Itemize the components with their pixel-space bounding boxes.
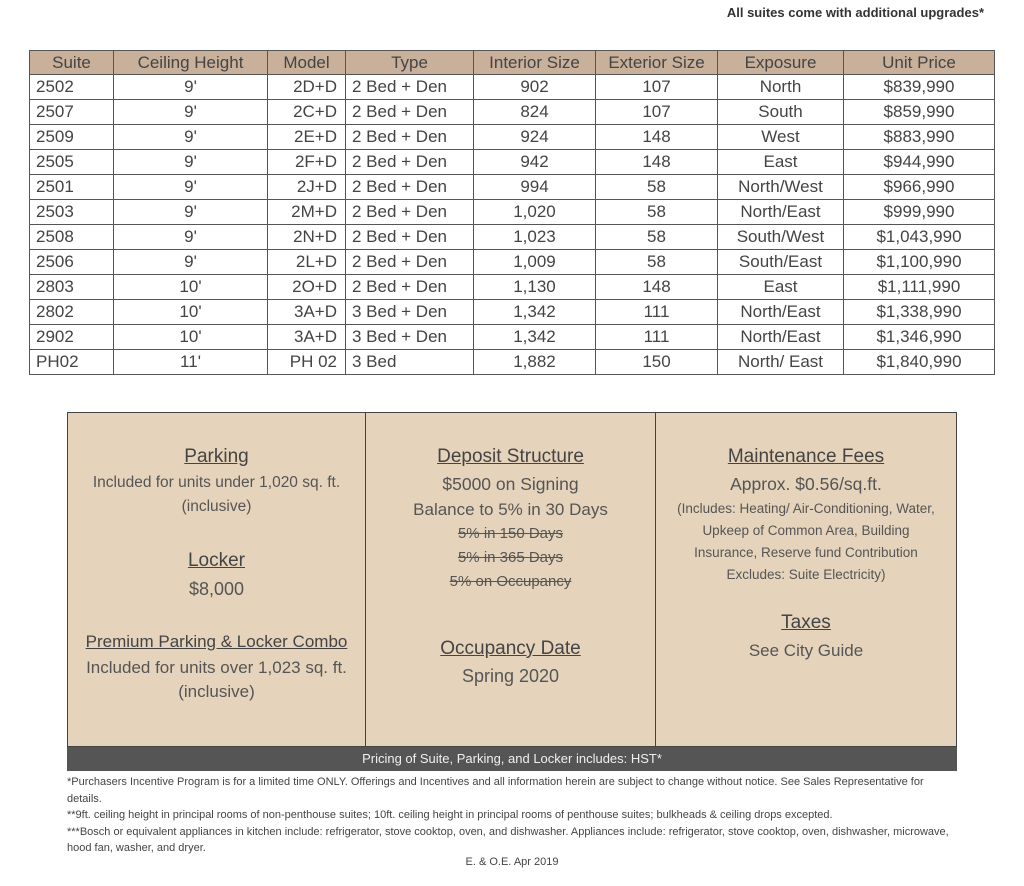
- cell-exposure: West: [718, 125, 844, 150]
- cell-suite: 2503: [30, 200, 114, 225]
- cell-exterior-size: 111: [596, 325, 718, 350]
- cell-suite: 2502: [30, 75, 114, 100]
- cell-unit-price: $1,338,990: [844, 300, 995, 325]
- deposit-line-2: Balance to 5% in 30 Days: [413, 500, 608, 519]
- cell-model: 2D+D: [268, 75, 346, 100]
- cell-exposure: South/East: [718, 250, 844, 275]
- maintenance-detail-3: Insurance, Reserve fund Contribution: [694, 545, 918, 560]
- header-interior-size: Interior Size: [474, 51, 596, 75]
- maintenance-column: [656, 413, 956, 748]
- cell-unit-price: $944,990: [844, 150, 995, 175]
- cell-suite: 2508: [30, 225, 114, 250]
- eoe-note: E. & O.E. Apr 2019: [465, 856, 559, 868]
- cell-model: PH 02: [268, 350, 346, 375]
- cell-type: 3 Bed + Den: [346, 325, 474, 350]
- cell-exposure: East: [718, 150, 844, 175]
- cell-interior-size: 924: [474, 125, 596, 150]
- cell-interior-size: 1,342: [474, 300, 596, 325]
- header-model: Model: [268, 51, 346, 75]
- cell-ceiling-height: 9': [114, 125, 268, 150]
- cell-unit-price: $1,043,990: [844, 225, 995, 250]
- cell-unit-price: $1,840,990: [844, 350, 995, 375]
- cell-exterior-size: 58: [596, 225, 718, 250]
- maintenance-detail-2: Upkeep of Common Area, Building: [702, 523, 910, 538]
- table-row: [30, 175, 995, 200]
- cell-interior-size: 1,009: [474, 250, 596, 275]
- pricing-table: [29, 50, 995, 375]
- cell-model: 2E+D: [268, 125, 346, 150]
- deposit-struck-2: 5% in 365 Days: [457, 549, 564, 566]
- pricing-table-body: [30, 75, 995, 375]
- cell-ceiling-height: 11': [114, 350, 268, 375]
- upgrades-note: All suites come with additional upgrades*: [726, 5, 984, 20]
- parking-line-2: (inclusive): [181, 498, 252, 515]
- cell-exterior-size: 107: [596, 75, 718, 100]
- header-exterior-size: Exterior Size: [596, 51, 718, 75]
- cell-interior-size: 994: [474, 175, 596, 200]
- header-unit-price: Unit Price: [844, 51, 995, 75]
- cell-type: 3 Bed + Den: [346, 300, 474, 325]
- table-row: [30, 225, 995, 250]
- cell-exterior-size: 107: [596, 100, 718, 125]
- cell-model: 2C+D: [268, 100, 346, 125]
- combo-line-2: (inclusive): [178, 682, 255, 701]
- cell-suite: 2501: [30, 175, 114, 200]
- cell-exposure: North/East: [718, 300, 844, 325]
- combo-line-1: Included for units over 1,023 sq. ft.: [86, 658, 347, 677]
- deposit-struck-3: 5% on Occupancy: [449, 573, 572, 590]
- hst-note-bar: Pricing of Suite, Parking, and Locker includes: HST*: [67, 747, 957, 771]
- cell-exposure: South/West: [718, 225, 844, 250]
- deposit-struck-1: 5% in 150 Days: [457, 525, 564, 542]
- cell-model: 3A+D: [268, 325, 346, 350]
- header-type: Type: [346, 51, 474, 75]
- occupancy-date: Spring 2020: [461, 666, 560, 686]
- header-exposure: Exposure: [718, 51, 844, 75]
- table-header-row: [30, 51, 995, 75]
- cell-model: 2O+D: [268, 275, 346, 300]
- cropped-header-text: [0, 0, 1024, 4]
- cell-exposure: North: [718, 75, 844, 100]
- cell-exterior-size: 150: [596, 350, 718, 375]
- cell-model: 2N+D: [268, 225, 346, 250]
- taxes-heading: Taxes: [781, 612, 831, 633]
- cell-exposure: North/East: [718, 325, 844, 350]
- cell-ceiling-height: 10': [114, 300, 268, 325]
- cell-ceiling-height: 9': [114, 175, 268, 200]
- cell-exposure: North/West: [718, 175, 844, 200]
- cell-suite: 2505: [30, 150, 114, 175]
- deposit-heading: Deposit Structure: [437, 446, 584, 467]
- cell-interior-size: 1,342: [474, 325, 596, 350]
- maintenance-value: Approx. $0.56/sq.ft.: [730, 474, 882, 494]
- combo-heading: Premium Parking & Locker Combo: [85, 632, 348, 651]
- cell-type: 2 Bed + Den: [346, 275, 474, 300]
- cell-model: 2L+D: [268, 250, 346, 275]
- header-suite: Suite: [30, 51, 114, 75]
- table-row: [30, 350, 995, 375]
- maintenance-heading: Maintenance Fees: [727, 446, 885, 467]
- table-row: [30, 200, 995, 225]
- cell-unit-price: $839,990: [844, 75, 995, 100]
- cell-suite: 2802: [30, 300, 114, 325]
- cell-ceiling-height: 10': [114, 325, 268, 350]
- footnote-1: *Purchasers Incentive Program is for a limited time ONLY. Offerings and Incentives and all information herein are subject to change without notice. See Sales Representative for details.: [67, 776, 924, 805]
- cell-type: 2 Bed + Den: [346, 100, 474, 125]
- cell-model: 2J+D: [268, 175, 346, 200]
- cell-model: 2M+D: [268, 200, 346, 225]
- header-ceiling-height: Ceiling Height: [114, 51, 268, 75]
- cell-interior-size: 1,882: [474, 350, 596, 375]
- cell-type: 2 Bed + Den: [346, 150, 474, 175]
- cell-unit-price: $859,990: [844, 100, 995, 125]
- maintenance-detail-1: (Includes: Heating/ Air-Conditioning, Water,: [677, 501, 935, 516]
- cell-interior-size: 942: [474, 150, 596, 175]
- cell-exterior-size: 58: [596, 250, 718, 275]
- cell-ceiling-height: 9': [114, 75, 268, 100]
- maintenance-detail-4: Excludes: Suite Electricity): [726, 567, 886, 582]
- cell-unit-price: $1,346,990: [844, 325, 995, 350]
- cell-exposure: East: [718, 275, 844, 300]
- cell-unit-price: $999,990: [844, 200, 995, 225]
- cell-ceiling-height: 9': [114, 150, 268, 175]
- cell-exterior-size: 148: [596, 150, 718, 175]
- cell-exposure: South: [718, 100, 844, 125]
- cell-exterior-size: 58: [596, 200, 718, 225]
- cell-unit-price: $883,990: [844, 125, 995, 150]
- cell-type: 2 Bed + Den: [346, 175, 474, 200]
- cell-interior-size: 1,020: [474, 200, 596, 225]
- cell-type: 2 Bed + Den: [346, 125, 474, 150]
- cell-type: 2 Bed + Den: [346, 250, 474, 275]
- cell-exterior-size: 111: [596, 300, 718, 325]
- cell-exposure: North/East: [718, 200, 844, 225]
- cell-suite: 2506: [30, 250, 114, 275]
- footnotes: [67, 774, 957, 857]
- taxes-value: See City Guide: [748, 641, 864, 660]
- cell-suite: 2902: [30, 325, 114, 350]
- cell-model: 3A+D: [268, 300, 346, 325]
- deposit-column: [366, 413, 656, 748]
- table-row: [30, 325, 995, 350]
- table-row: [30, 125, 995, 150]
- deposit-line-1: $5000 on Signing: [442, 474, 579, 494]
- cell-unit-price: $966,990: [844, 175, 995, 200]
- table-row: [30, 150, 995, 175]
- cell-ceiling-height: 10': [114, 275, 268, 300]
- footnote-3: ***Bosch or equivalent appliances in kitchen include: refrigerator, stove cooktop, oven, and dishwasher. Appliances include: refrigerator, stove cooktop, oven, dishwasher, microwave, hood fan, washer, and dryer.: [67, 825, 949, 854]
- table-row: [30, 275, 995, 300]
- table-row: [30, 300, 995, 325]
- cell-exterior-size: 58: [596, 175, 718, 200]
- cell-suite: 2803: [30, 275, 114, 300]
- cell-type: 2 Bed + Den: [346, 75, 474, 100]
- cell-unit-price: $1,100,990: [844, 250, 995, 275]
- parking-line-1: Included for units under 1,020 sq. ft.: [92, 474, 341, 491]
- table-row: [30, 100, 995, 125]
- cell-ceiling-height: 9': [114, 250, 268, 275]
- cell-exposure: North/ East: [718, 350, 844, 375]
- occupancy-heading: Occupancy Date: [440, 638, 581, 659]
- cell-type: 2 Bed + Den: [346, 225, 474, 250]
- cell-suite: 2509: [30, 125, 114, 150]
- info-panel: [67, 412, 957, 747]
- cell-exterior-size: 148: [596, 275, 718, 300]
- cell-type: 2 Bed + Den: [346, 200, 474, 225]
- cell-model: 2F+D: [268, 150, 346, 175]
- locker-price: $8,000: [188, 579, 245, 599]
- cell-type: 3 Bed: [346, 350, 474, 375]
- cell-exterior-size: 148: [596, 125, 718, 150]
- cell-suite: 2507: [30, 100, 114, 125]
- locker-heading: Locker: [187, 550, 246, 571]
- table-row: [30, 250, 995, 275]
- table-row: [30, 75, 995, 100]
- cell-interior-size: 902: [474, 75, 596, 100]
- cell-suite: PH02: [30, 350, 114, 375]
- cell-unit-price: $1,111,990: [844, 275, 995, 300]
- cell-ceiling-height: 9': [114, 225, 268, 250]
- cell-interior-size: 1,130: [474, 275, 596, 300]
- footnote-2: **9ft. ceiling height in principal rooms of non-penthouse suites; 10ft. ceiling height in principal rooms of penthouse suites; bulkheads & ceiling drops excepted.: [67, 809, 833, 821]
- parking-heading: Parking: [184, 446, 249, 467]
- cell-interior-size: 1,023: [474, 225, 596, 250]
- cell-ceiling-height: 9': [114, 100, 268, 125]
- cell-ceiling-height: 9': [114, 200, 268, 225]
- cell-interior-size: 824: [474, 100, 596, 125]
- parking-column: [68, 413, 366, 748]
